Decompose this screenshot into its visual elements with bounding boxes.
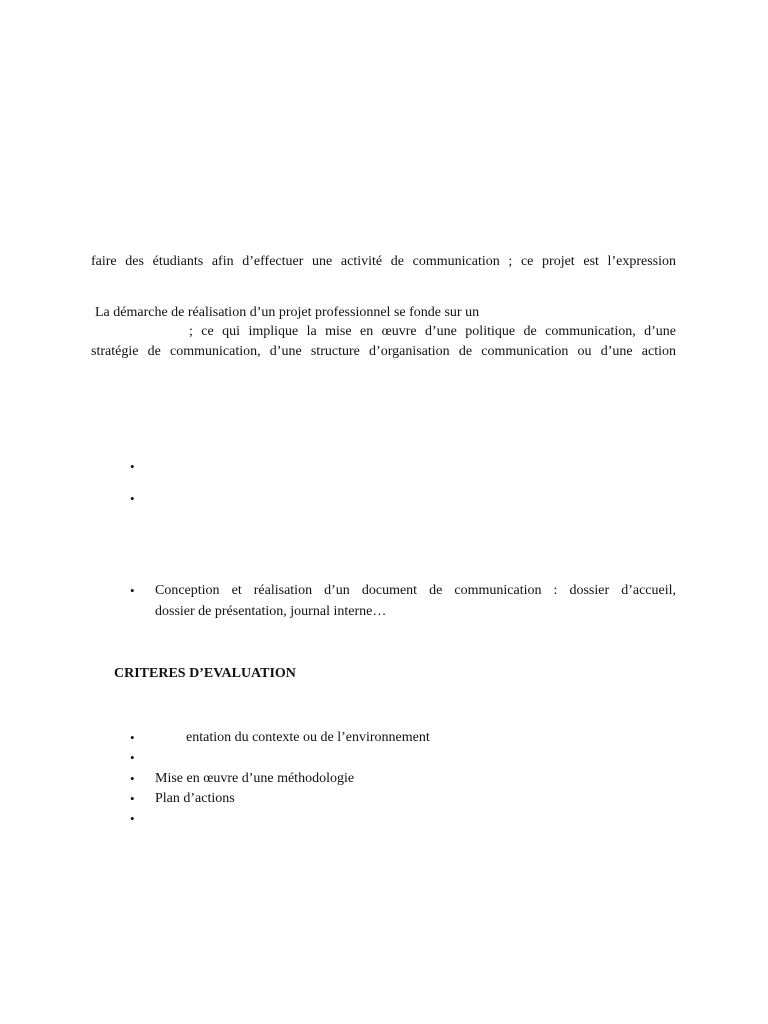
criteria-item-1: entation du contexte ou de l’environnement [186,730,430,745]
list-1-bullet-2: • [130,491,135,506]
list-2-item-1-line-2: dossier de présentation, journal interne… [155,604,387,619]
criteria-heading: CRITERES D’EVALUATION [114,666,296,681]
criteria-bullet-5: • [130,811,135,826]
criteria-bullet-3: • [130,771,135,786]
criteria-bullet-4: • [130,791,135,806]
paragraph-2-line-2: ; ce qui implique la mise en œuvre d’une politique de communication, d’une [189,324,676,339]
list-2-bullet-1: • [130,583,135,598]
criteria-item-3: Mise en œuvre d’une méthodologie [155,771,355,786]
paragraph-2-line-1: La démarche de réalisation d’un projet professionnel se fonde sur un [95,305,480,320]
criteria-bullet-2: • [130,750,135,765]
paragraph-1-line-1: faire des étudiants afin d’effectuer une activité de communication ; ce projet est l’expression [91,254,676,269]
criteria-item-4: Plan d’actions [155,791,235,806]
paragraph-2-line-3: stratégie de communication, d’une structure d’organisation de communication ou d’une action [91,344,676,359]
list-1-bullet-1: • [130,459,135,474]
criteria-bullet-1: • [130,730,135,745]
list-2-item-1-line-1: Conception et réalisation d’un document de communication : dossier d’accueil, [155,583,676,598]
